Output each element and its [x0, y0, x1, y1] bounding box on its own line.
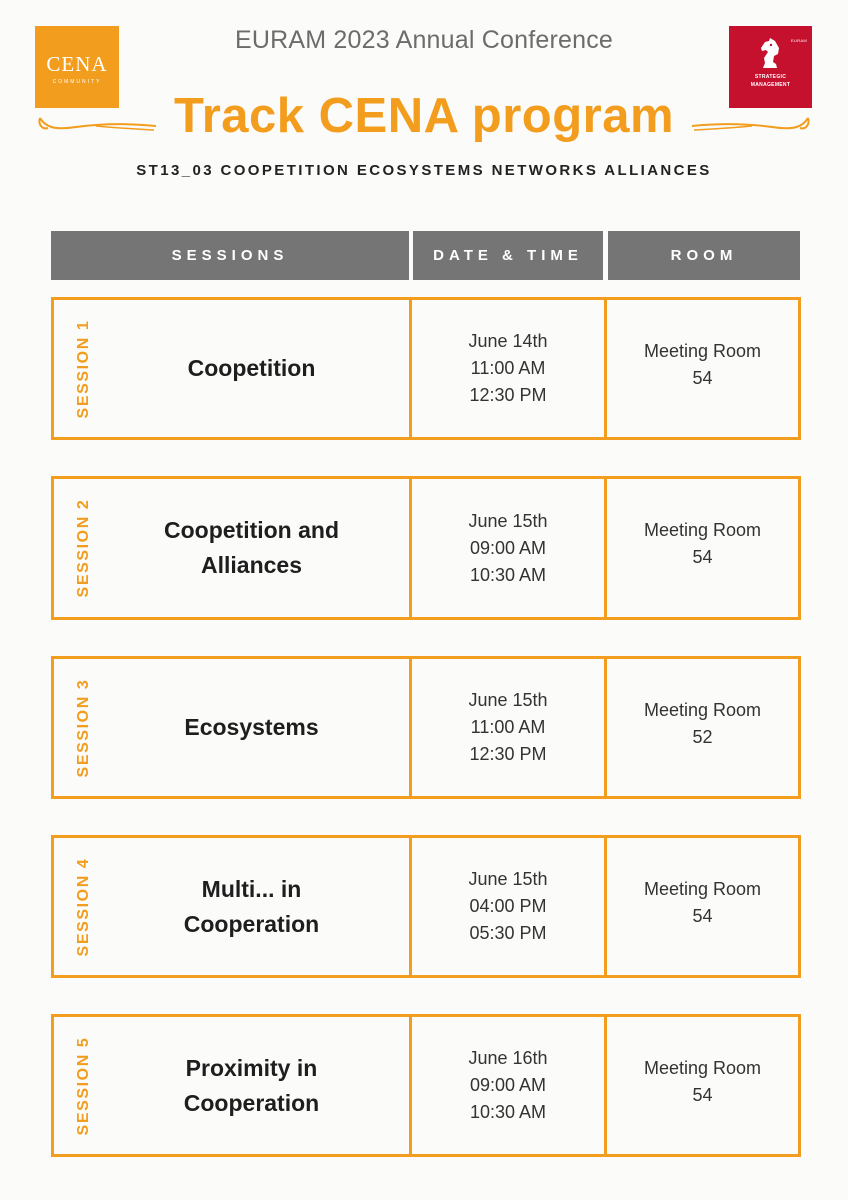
session-3-room-line1: Meeting Room	[643, 699, 762, 720]
date-time-header: DATE & TIME	[413, 231, 603, 280]
session-5-cell	[51, 1014, 412, 1157]
session-5-name: Proximity in Cooperation	[183, 1054, 320, 1116]
session-3-start: 11:00 AM	[470, 717, 546, 737]
session-3-cell	[51, 656, 412, 799]
session-1-room-line1: Meeting Room	[643, 340, 762, 361]
session-3-label: SESSION 3	[75, 678, 92, 777]
session-5-room-line1: Meeting Room	[643, 1057, 762, 1078]
session-2-end: 10:30 AM	[469, 564, 547, 585]
session-4-name: Multi... in Cooperation	[183, 875, 320, 937]
logo-line2: MANAGEMENT	[750, 82, 791, 88]
session-5-date: June 16th	[468, 1048, 548, 1068]
sessions-header: SESSIONS	[51, 231, 409, 280]
flourish-left-decoration	[36, 114, 158, 136]
session-3-room-number: 52	[692, 726, 713, 747]
session-4-start: 04:00 PM	[469, 896, 547, 916]
session-2-room-line1: Meeting Room	[643, 520, 762, 540]
session-5-label: SESSION 5	[75, 1036, 92, 1135]
session-4-end: 05:30 PM	[469, 923, 547, 943]
logo-small-text: EURAM	[791, 38, 807, 43]
cena-logo-subtext: COMMUNITY	[52, 79, 102, 85]
session-4-room-number: 54	[692, 905, 713, 926]
session-1-end: 12:30 PM	[469, 385, 547, 405]
session-4-room-line1: Meeting Room	[643, 878, 762, 899]
session-3-datetime	[409, 656, 607, 799]
session-3-end: 12:30 PM	[469, 744, 547, 764]
session-2-room-number: 54	[692, 547, 713, 567]
conference-title: EURAM 2023 Annual Conference	[234, 26, 614, 54]
session-5-room	[604, 1014, 801, 1157]
page-title: Track CENA program	[173, 89, 675, 143]
session-4-date: June 15th	[468, 869, 548, 889]
session-1-start: 11:00 AM	[470, 358, 546, 378]
session-3-room	[604, 656, 801, 799]
flourish-right-decoration	[690, 114, 812, 136]
session-1-datetime	[409, 297, 607, 440]
session-4-room	[604, 835, 801, 978]
session-5-start: 09:00 AM	[469, 1075, 547, 1095]
session-1-date: June 14th	[468, 331, 548, 351]
knight-chess-icon	[757, 36, 783, 70]
session-2-start: 09:00 AM	[469, 537, 547, 558]
session-2-date: June 15th	[468, 510, 548, 531]
session-2-datetime	[409, 476, 607, 620]
session-2-name: Coopetition and Alliances	[163, 517, 340, 578]
session-5-end: 10:30 AM	[469, 1102, 547, 1122]
session-3-date: June 15th	[468, 690, 548, 710]
cena-logo-text: CENA	[46, 52, 108, 76]
session-2-room	[604, 476, 801, 620]
room-header: ROOM	[608, 231, 800, 280]
session-1-room-number: 54	[692, 367, 713, 388]
session-2-label: SESSION 2	[75, 498, 92, 598]
session-4-label: SESSION 4	[75, 857, 92, 956]
session-1-name: Coopetition	[187, 355, 316, 381]
session-4-cell	[51, 835, 412, 978]
session-2-cell	[51, 476, 412, 620]
session-4-datetime	[409, 835, 607, 978]
session-5-room-number: 54	[692, 1084, 713, 1105]
session-5-datetime	[409, 1014, 607, 1157]
session-1-cell	[51, 297, 412, 440]
logo-line1: STRATEGIC	[754, 74, 787, 80]
session-1-room	[604, 297, 801, 440]
session-1-label: SESSION 1	[75, 319, 92, 418]
track-subtitle: ST13_03 COOPETITION ECOSYSTEMS NETWORKS ALLIANCES	[136, 162, 712, 179]
session-3-name: Ecosystems	[184, 714, 319, 740]
